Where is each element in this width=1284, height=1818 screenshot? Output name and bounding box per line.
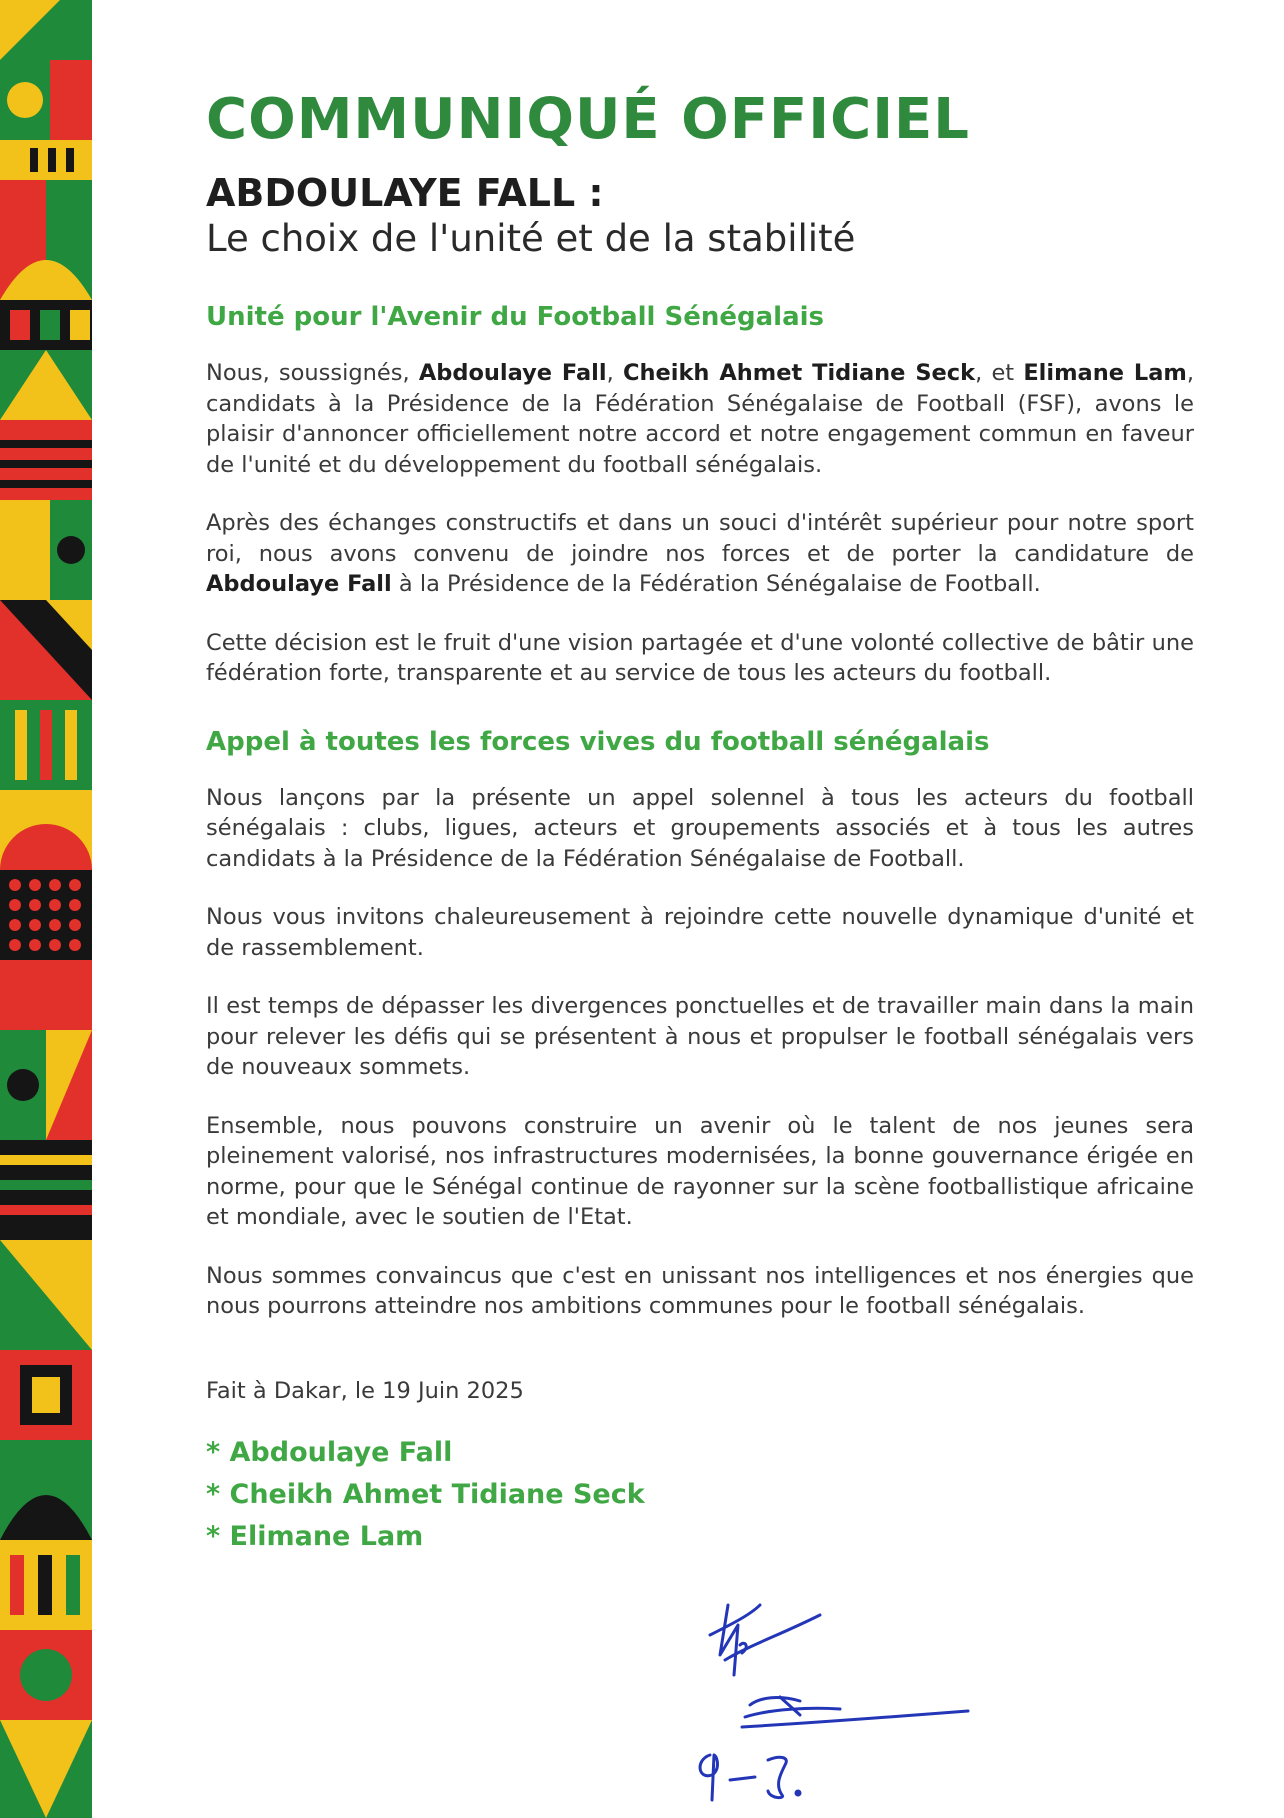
signature-2-icon [742,1697,968,1727]
signatory-cheikh-ahmet-tidiane-seck: * Cheikh Ahmet Tidiane Seck [206,1479,645,1510]
signatory-abdoulaye-fall: * Abdoulaye Fall [206,1437,453,1468]
handwritten-signatures [690,1585,1020,1805]
section-heading-unity: Unité pour l'Avenir du Football Sénégalais [206,302,825,332]
paragraph-divergences: Il est temps de dépasser les divergences ponctuelles et de travailler main dans la main pour relever les défis qui se présentent à nous et propulser le football sénégalais vers de nouveaux sommets. [206,993,1194,1080]
signature-3-icon [700,1755,800,1800]
paragraph-invitation: Nous vous invitons chaleureusement à rejoindre cette nouvelle dynamique d'unité et de rassemblement. [206,904,1194,961]
section-heading-appeal: Appel à toutes les forces vives du football sénégalais [206,726,990,757]
place-date: Fait à Dakar, le 19 Juin 2025 [206,1377,524,1404]
paragraph-future: Ensemble, nous pouvons construire un avenir où le talent de nos jeunes sera pleinement valorisé, nos infrastructures modernisées, la bonne gouvernance érigée en norme, pour que le Sénégal continue de rayonner sur la scène footballistique africaine et mondiale, avec le soutien de l'Etat. [206,1112,1194,1230]
paragraph-conviction: Nous sommes convaincus que c'est en unissant nos intelligences et nos énergies que nous pourrons atteindre nos ambitions communes pour le football sénégalais. [206,1262,1194,1319]
signature-1-icon [710,1605,820,1675]
signatory-list [206,1432,1194,1558]
candidate-name: ABDOULAYE FALL : [206,171,604,215]
signatory-elimane-lam: * Elimane Lam [206,1521,424,1552]
paragraph-candidacy: Après des échanges constructifs et dans un souci d'intérêt supérieur pour notre sport roi, nous avons convenu de joindre nos forces et de porter la candidature de Abdoulaye Fall à la Présidence de la Fédération Sénégalaise de Football. [206,510,1194,597]
decorative-border [0,0,92,1818]
communique-document [206,84,1194,1558]
paragraph-agreement: Nous, soussignés, Abdoulaye Fall, Cheikh Ahmet Tidiane Seck, et Elimane Lam, candidats à la Présidence de la Fédération Sénégalaise de Football (FSF), avons le plaisir d'annoncer officiellement notre accord et notre engagement commun en faveur de l'unité et du développement du football sénégalais. [206,360,1195,478]
paragraph-appeal: Nous lançons par la présente un appel solennel à tous les acteurs du football sénégalais : clubs, ligues, acteurs et groupements associés et à tous les autres candidats à la Présidence de la Fédération Sénégalaise de Football. [206,784,1194,872]
document-subtitle: Le choix de l'unité et de la stabilité [206,217,856,260]
pattern-icon [0,0,92,1818]
document-title: COMMUNIQUÉ OFFICIEL [206,87,970,152]
paragraph-decision: Cette décision est le fruit d'une vision partagée et d'une volonté collective de bâtir une fédération forte, transparente et au service de tous les acteurs du football. [206,629,1194,686]
